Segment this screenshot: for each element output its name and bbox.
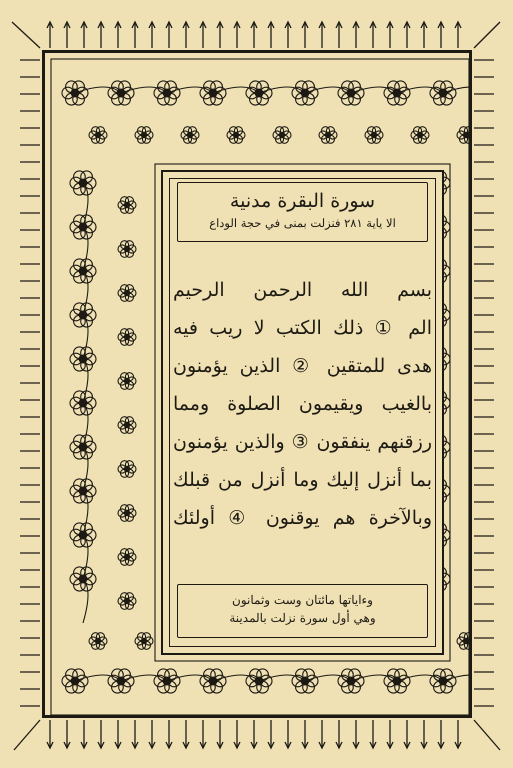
- verse-line: الم ① ذلك الكتب لا ريب فيه: [173, 317, 432, 339]
- verse-line: بالغيب ويقيمون الصلوة ومما: [173, 393, 432, 415]
- verse-line: بما أنزل إليك وما أنزل من قبلك: [173, 469, 432, 491]
- content-panel: [161, 170, 444, 655]
- verse-line: هدى للمتقين ② الذين يؤمنون: [173, 355, 432, 377]
- surah-title: سورة البقرة مدنية: [229, 190, 376, 212]
- verse-line: وبالآخرة هم يوقنون ④ أولئك: [173, 507, 432, 529]
- surah-footer: [177, 584, 428, 638]
- surah-header: [177, 182, 428, 242]
- verse-line: بسم الله الرحمن الرحيم: [173, 279, 432, 301]
- surah-info: الا ياية ٢٨١ فنزلت بمنى في حجة الوداع: [209, 216, 396, 230]
- footer-line-1: وءاياتها مائتان وست وثمانون: [232, 593, 373, 607]
- ornamental-frame: [42, 50, 472, 718]
- footer-line-2: وهي أول سورة نزلت بالمدينة: [229, 611, 376, 625]
- verse-text: [173, 247, 432, 577]
- verse-line: رزقنهم ينفقون ③ والذين يؤمنون: [173, 431, 432, 453]
